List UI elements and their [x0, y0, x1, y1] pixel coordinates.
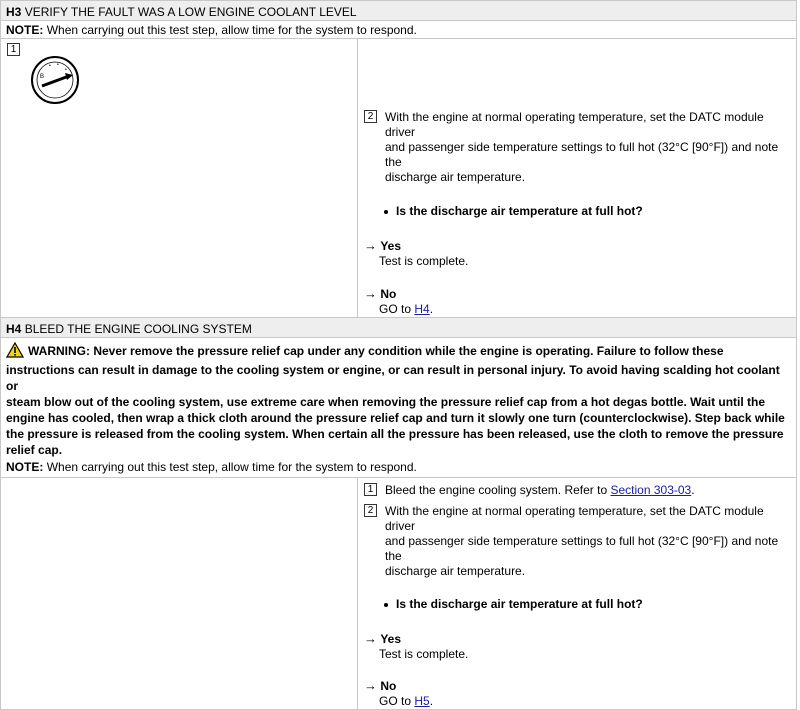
h3-code: H3 [6, 5, 22, 19]
h3-step-2-line-3: discharge air temperature. [385, 170, 526, 184]
arrow-icon: → [364, 238, 377, 253]
bullet-icon [384, 210, 388, 214]
h4-step-1 [358, 483, 796, 498]
h3-no-label: No [380, 287, 397, 301]
h4-question [358, 596, 796, 612]
h3-step-2 [358, 110, 796, 185]
h4-step-1-number: 1 [364, 483, 377, 496]
h4-warning-label: WARNING: [28, 344, 90, 358]
svg-text:•: • [65, 67, 67, 73]
h4-illustration-cell [1, 478, 358, 710]
arrow-icon: → [364, 286, 377, 301]
h4-no-prefix: GO to [379, 694, 412, 708]
h4-question-text: Is the discharge air temperature at full hot? [396, 597, 643, 611]
svg-text:B: B [40, 74, 45, 80]
h3-illustration-cell [1, 39, 358, 318]
h4-warning-line-6: relief cap. [6, 443, 63, 457]
h3-no-suffix: . [429, 302, 434, 316]
h4-header-row [1, 318, 797, 338]
warning-triangle-icon [6, 342, 24, 362]
h3-body-row [1, 39, 797, 318]
h4-warning-line-5: the pressure is released from the cooling system. When certain all the pressure has been released, use the cloth to remove the pressure [6, 427, 784, 441]
arrow-icon: → [364, 678, 377, 693]
h4-step-1-text: Bleed the engine cooling system. Refer to [385, 483, 608, 497]
h4-answer-no [358, 678, 796, 709]
h4-answer-yes [358, 631, 796, 662]
h4-warning-line-4: engine has cooled, then wrap a thick cloth around the pressure relief cap and turn it slowly one turn (counterclockwise). Step back while [6, 411, 785, 425]
h4-step-2-line-3: discharge air temperature. [385, 564, 526, 578]
h3-yes-label: Yes [380, 239, 402, 253]
h4-instructions-cell [358, 478, 797, 710]
h4-no-suffix: . [429, 694, 434, 708]
h3-note-row [1, 21, 797, 39]
h3-header-row [1, 1, 797, 21]
h4-body-row [1, 478, 797, 710]
h4-step-2-line-2: and passenger side temperature settings to full hot (32°C [90°F]) and note the [385, 534, 779, 563]
svg-text:•: • [57, 62, 59, 68]
h4-step-1-suffix: . [691, 483, 695, 497]
h4-step-2 [358, 504, 796, 579]
h4-warning-line-3: steam blow out of the cooling system, use extreme care when removing the pressure relief cap from a hot degas bottle. Wait until the [6, 395, 766, 409]
section-303-03-link[interactable]: Section 303-03 [610, 483, 692, 497]
h4-note-text: When carrying out this test step, allow time for the system to respond. [46, 460, 417, 474]
h3-yes-text: Test is complete. [379, 254, 469, 268]
h4-code: H4 [6, 322, 22, 336]
h4-warning-line-1: Never remove the pressure relief cap under any condition while the engine is operating. Failure to follow these [93, 344, 724, 358]
h3-answer-yes [358, 238, 796, 269]
h4-warning-row [1, 338, 797, 478]
h4-step-2-number: 2 [364, 504, 377, 517]
arrow-icon: → [364, 631, 377, 646]
h4-title: BLEED THE ENGINE COOLING SYSTEM [24, 322, 252, 336]
h4-yes-text: Test is complete. [379, 647, 469, 661]
h3-illustration-step-number: 1 [7, 43, 20, 56]
h3-title: VERIFY THE FAULT WAS A LOW ENGINE COOLANT LEVEL [24, 5, 357, 19]
svg-text:•: • [49, 63, 51, 69]
h3-note-text: When carrying out this test step, allow time for the system to respond. [46, 23, 417, 37]
h3-step-2-line-1: With the engine at normal operating temperature, set the DATC module driver [385, 110, 764, 139]
h3-question-text: Is the discharge air temperature at full hot? [396, 204, 643, 218]
h3-answer-no [358, 286, 796, 317]
h4-step-2-line-1: With the engine at normal operating temperature, set the DATC module driver [385, 504, 764, 533]
h3-note-label: NOTE: [6, 23, 44, 37]
h3-step-2-line-2: and passenger side temperature settings to full hot (32°C [90°F]) and note the [385, 140, 779, 169]
h3-instructions-cell [358, 39, 797, 318]
h3-question [358, 203, 796, 219]
h4-yes-label: Yes [380, 632, 402, 646]
h4-warning-line-2: instructions can result in damage to the cooling system or engine, or can result in personal injury. To avoid having scalding hot coolant or [6, 363, 780, 393]
bullet-icon [384, 603, 388, 607]
h4-no-label: No [380, 679, 397, 693]
h3-no-prefix: GO to [379, 302, 412, 316]
temperature-dial-icon [29, 54, 81, 106]
h3-step-2-number: 2 [364, 110, 377, 123]
go-to-h5-link[interactable]: H5 [414, 694, 430, 708]
go-to-h4-link[interactable]: H4 [414, 302, 430, 316]
h4-note-label: NOTE: [6, 460, 44, 474]
